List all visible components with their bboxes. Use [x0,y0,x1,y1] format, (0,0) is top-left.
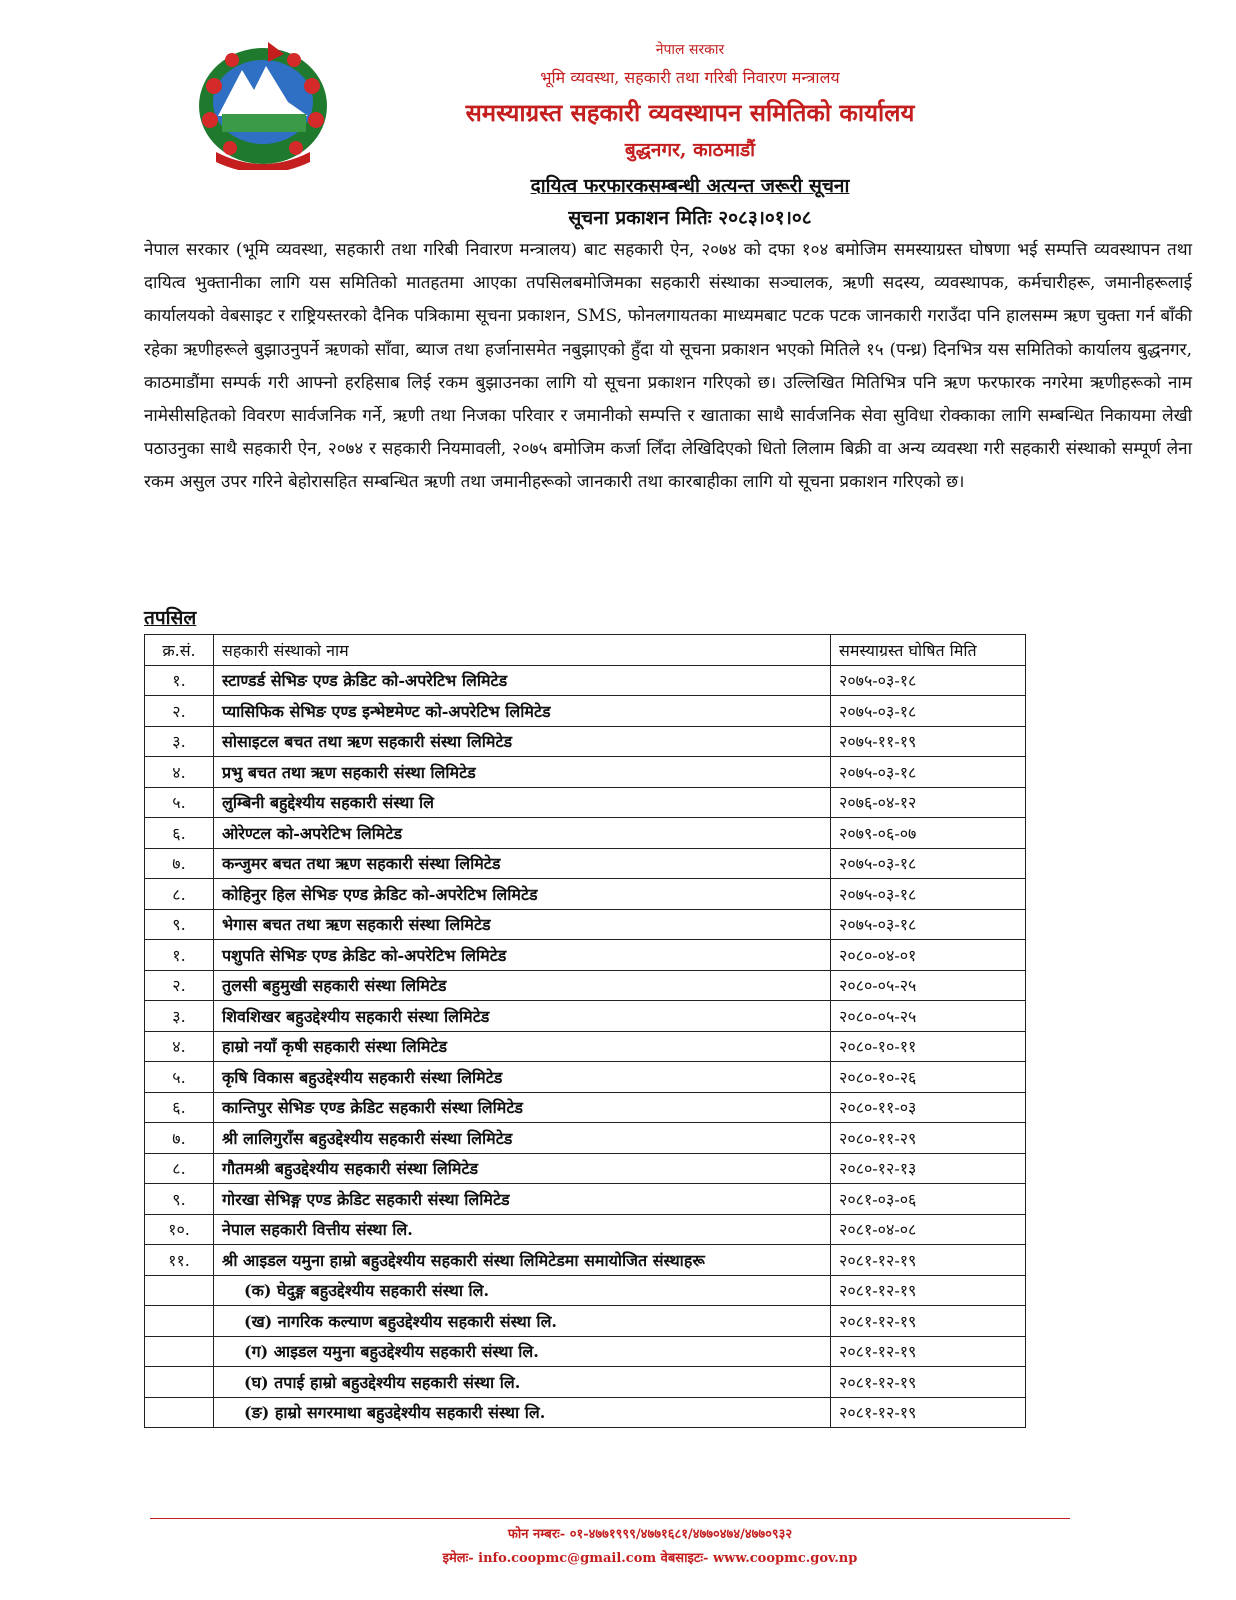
row-date: २०८०-११-२९ [831,1123,1026,1154]
row-date: २०८१-१२-१९ [831,1336,1026,1367]
row-name: श्री आइडल यमुना हाम्रो बहुउद्देश्यीय सहकारी संस्था लिमिटेडमा समायोजित संस्थाहरू [214,1245,831,1276]
row-serial: ५. [145,787,214,818]
row-date: २०८१-०३-०६ [831,1184,1026,1215]
row-serial [145,1367,214,1398]
row-name: पशुपति सेभिङ एण्ड क्रेडिट को-अपरेटिभ लिमिटेड [214,940,831,971]
notice-title: दायित्व फरफारकसम्बन्धी अत्यन्त जरूरी सूचना [530,175,850,197]
footer-phone: फोन नम्बरः- ०१-४७७१९९९/४७७१६८१/४७७०४७४/४७७०९३२ [507,1527,793,1542]
table-row [145,1367,1026,1398]
table-row [145,757,1026,788]
row-date: २०७५-०३-१८ [831,757,1026,788]
row-name: हाम्रो नयाँ कृषी सहकारी संस्था लिमिटेड [214,1031,831,1062]
table-row [145,1214,1026,1245]
row-serial: ८. [145,1153,214,1184]
table-header-row [145,635,1026,666]
row-name: गोरखा सेभिङ्ग एण्ड क्रेडिट सहकारी संस्था लिमिटेड [214,1184,831,1215]
office-name: समस्याग्रस्त सहकारी व्यवस्थापन समितिको कार्यालय [465,98,915,127]
row-date: २०८१-१२-१९ [831,1245,1026,1276]
row-serial: ४. [145,1031,214,1062]
row-name: श्री लालिगुराँस बहुउद्देश्यीय सहकारी संस्था लिमिटेड [214,1123,831,1154]
row-date: २०७५-०३-१८ [831,909,1026,940]
row-date: २०८०-०४-०१ [831,940,1026,971]
row-date: २०८०-०५-२५ [831,1001,1026,1032]
row-serial: ११. [145,1245,214,1276]
row-serial [145,1397,214,1428]
row-date: २०७५-०३-१८ [831,879,1026,910]
row-serial: २. [145,696,214,727]
table-row [145,1275,1026,1306]
row-serial: ६. [145,1092,214,1123]
notice-body: नेपाल सरकार (भूमि व्यवस्था, सहकारी तथा गरिबी निवारण मन्त्रालय) बाट सहकारी ऐन, २०७४ को दफा १०४ बमोजिम समस्याग्रस्त घोषणा भई सम्पत्ति व्यवस्थापन तथा दायित्व भुक्तानीका लागि यस समितिको मातहतमा आएका तपसिलबमोजिमका सहकारी संस्थाका सञ्चालक, ऋणी सदस्य, व्यवस्थापक, कर्मचारीहरू, जमानीहरूलाई कार्यालयको वेबसाइट र राष्ट्रियस्तरको दैनिक पत्रिकामा सूचना प्रकाशन, SMS, फोनलगायतका माध्यमबाट पटक पटक जानकारी गराउँदा पनि हालसम्म ऋण चुक्ता गर्न बाँकी रहेका ऋणीहरूले बुझाउनुपर्ने ऋणको साँवा, ब्याज तथा हर्जानासमेत नबुझाएको हुँदा यो सूचना प्रकाशन भएको मितिले १५ (पन्ध्र) दिनभित्र यस समितिको कार्यालय बुद्धनगर, काठमाडौंमा सम्पर्क गरी आफ्नो हरहिसाब लिई रकम बुझाउनका लागि यो सूचना प्रकाशन गरिएको छ। उल्लिखित मितिभित्र पनि ऋण फरफारक नगरेमा ऋणीहरूको नाम नामेसीसहितको विवरण सार्वजनिक गर्ने, ऋणी तथा निजका परिवार र जमानीको सम्पत्ति र खाताका साथै सार्वजनिक सेवा सुविधा रोक्काका लागि सम्बन्धित निकायमा लेखी पठाउनुका साथै सहकारी ऐन, २०७४ र सहकारी नियमावली, २०७५ बमोजिम कर्जा लिँदा लेखिदिएको धितो लिलाम बिक्री वा अन्य व्यवस्था गरी सहकारी संस्थाको सम्पूर्ण लेना रकम असुल उपर गरिने बेहोरासहित सम्बन्धित ऋणी तथा जमानीहरूको जानकारी तथा कारबाहीका लागि यो सूचना प्रकाशन गरिएको छ। [144,240,1192,493]
nepal-emblem-icon [192,40,334,170]
row-serial [145,1275,214,1306]
row-serial: ५. [145,1062,214,1093]
row-serial: ९. [145,1184,214,1215]
table-row [145,940,1026,971]
row-name: कोहिनुर हिल सेभिङ एण्ड क्रेडिट को-अपरेटिभ लिमिटेड [214,879,831,910]
row-name: (घ) तपाई हाम्रो बहुउद्देश्यीय सहकारी संस्था लि. [214,1367,831,1398]
row-name: प्यासिफिक सेभिङ एण्ड इन्भेष्टमेण्ट को-अपरेटिभ लिमिटेड [214,696,831,727]
row-name: (क) घेदुङ्ग बहुउद्देश्यीय सहकारी संस्था लि. [214,1275,831,1306]
cooperative-table [144,634,1026,1428]
row-name: कन्जुमर बचत तथा ऋण सहकारी संस्था लिमिटेड [214,848,831,879]
table-row [145,696,1026,727]
publication-date: सूचना प्रकाशन मितिः २०८३।०१।०८ [568,207,812,229]
row-name: लुम्बिनी बहुद्देश्यीय सहकारी संस्था लि [214,787,831,818]
row-serial [145,1336,214,1367]
column-header-sn: क्र.सं. [145,635,214,666]
row-name: स्टाण्डर्ड सेभिङ एण्ड क्रेडिट को-अपरेटिभ लिमिटेड [214,665,831,696]
row-date: २०८०-१२-१३ [831,1153,1026,1184]
table-row [145,970,1026,1001]
row-name: प्रभु बचत तथा ऋण सहकारी संस्था लिमिटेड [214,757,831,788]
row-name: कृषि विकास बहुउद्देश्यीय सहकारी संस्था लिमिटेड [214,1062,831,1093]
table-row [145,1153,1026,1184]
table-row [145,1306,1026,1337]
row-name: गौतमश्री बहुउद्देश्यीय सहकारी संस्था लिमिटेड [214,1153,831,1184]
row-date: २०७६-०४-१२ [831,787,1026,818]
row-serial: ६. [145,818,214,849]
row-serial: ७. [145,848,214,879]
table-row [145,1031,1026,1062]
row-date: २०८१-१२-१९ [831,1275,1026,1306]
column-header-name: सहकारी संस्थाको नाम [214,635,831,666]
row-name: शिवशिखर बहुउद्देश्यीय सहकारी संस्था लिमिटेड [214,1001,831,1032]
table-row [145,848,1026,879]
row-serial: २. [145,970,214,1001]
row-serial: १. [145,940,214,971]
row-date: २०७५-०३-१८ [831,696,1026,727]
row-date: २०८०-११-०३ [831,1092,1026,1123]
row-name: (ङ) हाम्रो सगरमाथा बहुउद्देश्यीय सहकारी संस्था लि. [214,1397,831,1428]
table-row [145,1001,1026,1032]
table-row [145,726,1026,757]
table-row [145,909,1026,940]
row-name: तुलसी बहुमुखी सहकारी संस्था लिमिटेड [214,970,831,1001]
row-serial: १०. [145,1214,214,1245]
table-row [145,787,1026,818]
row-name: (ख) नागरिक कल्याण बहुउद्देश्यीय सहकारी संस्था लि. [214,1306,831,1337]
row-name: कान्तिपुर सेभिङ एण्ड क्रेडिट सहकारी संस्था लिमिटेड [214,1092,831,1123]
table-row [145,665,1026,696]
footer-divider [150,1518,1070,1519]
table-row [145,1397,1026,1428]
table-row [145,1062,1026,1093]
row-serial: ९. [145,909,214,940]
row-name: भेगास बचत तथा ऋण सहकारी संस्था लिमिटेड [214,909,831,940]
row-date: २०७५-११-१९ [831,726,1026,757]
table-row [145,1092,1026,1123]
ministry-name: भूमि व्यवस्था, सहकारी तथा गरिबी निवारण मन्त्रालय [540,68,840,87]
row-serial [145,1306,214,1337]
row-date: २०८१-१२-१९ [831,1306,1026,1337]
row-serial: ७. [145,1123,214,1154]
row-serial: १. [145,665,214,696]
row-serial: ३. [145,1001,214,1032]
row-date: २०७९-०६-०७ [831,818,1026,849]
table-row [145,818,1026,849]
row-serial: ४. [145,757,214,788]
table-row [145,1336,1026,1367]
row-date: २०८१-१२-१९ [831,1367,1026,1398]
column-header-date: समस्याग्रस्त घोषित मिति [831,635,1026,666]
row-date: २०८०-१०-२६ [831,1062,1026,1093]
row-date: २०८१-१२-१९ [831,1397,1026,1428]
row-date: २०७५-०३-१८ [831,848,1026,879]
table-row [145,1123,1026,1154]
row-date: २०८१-०४-०८ [831,1214,1026,1245]
table-row [145,1184,1026,1215]
row-serial: ३. [145,726,214,757]
row-name: ओरेण्टल को-अपरेटिभ लिमिटेड [214,818,831,849]
table-row [145,1245,1026,1276]
row-serial: ८. [145,879,214,910]
row-name: सोसाइटल बचत तथा ऋण सहकारी संस्था लिमिटेड [214,726,831,757]
footer-contact: इमेलः- info.coopmc@gmail.com वेबसाइटः- www.coopmc.gov.np [442,1551,858,1566]
table-heading: तपसिल [144,607,197,629]
row-date: २०८०-०५-२५ [831,970,1026,1001]
row-date: २०८०-१०-११ [831,1031,1026,1062]
row-name: नेपाल सहकारी वित्तीय संस्था लि. [214,1214,831,1245]
government-name: नेपाल सरकार [655,42,725,58]
table-row [145,879,1026,910]
row-name: (ग) आइडल यमुना बहुउद्देश्यीय सहकारी संस्था लि. [214,1336,831,1367]
office-location: बुद्धनगर, काठमाडौं [624,139,756,161]
row-date: २०७५-०३-१८ [831,665,1026,696]
